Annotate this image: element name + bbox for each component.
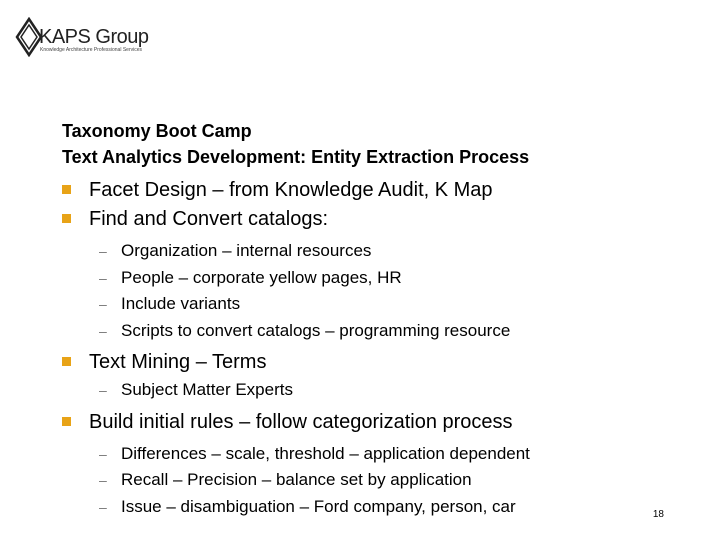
bullet-item	[62, 205, 702, 234]
bullet-item	[62, 348, 702, 377]
slide-title-line2: Text Analytics Development: Entity Extraction Process	[62, 147, 530, 167]
bullet-text: Find and Convert catalogs:	[89, 208, 329, 230]
sub-bullet-text: Scripts to convert catalogs – programming resource	[121, 320, 511, 340]
dash-bullet-icon: –	[99, 322, 107, 339]
sub-bullet-text: Differences – scale, threshold – application dependent	[121, 443, 530, 463]
bullet-text: Facet Design – from Knowledge Audit, K Map	[89, 179, 493, 201]
sub-bullet-item	[62, 494, 702, 521]
sub-bullet-item	[62, 265, 702, 292]
sub-bullet-item	[62, 467, 702, 494]
sub-bullet-item	[62, 441, 702, 468]
dash-bullet-icon: –	[99, 498, 107, 515]
dash-bullet-icon: –	[99, 382, 107, 398]
bullet-text: Text Mining – Terms	[89, 351, 267, 373]
square-bullet-icon	[62, 417, 71, 426]
bullet-item	[62, 408, 702, 437]
sub-bullet-text: People – corporate yellow pages, HR	[121, 267, 402, 287]
bullet-text: Build initial rules – follow categorization process	[89, 410, 513, 433]
square-bullet-icon	[62, 185, 71, 194]
slide-title-line1: Taxonomy Boot Camp	[62, 121, 252, 141]
slide-title	[62, 118, 529, 170]
dash-bullet-icon: –	[99, 269, 107, 286]
logo-name: KAPS Group	[39, 26, 149, 48]
dash-bullet-icon: –	[99, 472, 107, 488]
page-number: 18	[652, 509, 664, 520]
sub-bullet-item	[62, 318, 702, 345]
logo-tagline: Knowledge Architecture Professional Services	[40, 47, 142, 53]
dash-bullet-icon: –	[99, 243, 107, 259]
sub-bullet-text: Subject Matter Experts	[121, 380, 293, 399]
sub-bullet-item	[62, 377, 702, 404]
bullet-item	[62, 176, 702, 205]
square-bullet-icon	[62, 214, 71, 223]
dash-bullet-icon: –	[99, 445, 107, 462]
sub-bullet-text: Issue – disambiguation – Ford company, person, car	[121, 496, 516, 516]
sub-bullet-text: Organization – internal resources	[121, 241, 372, 260]
company-logo	[14, 17, 164, 57]
square-bullet-icon	[62, 357, 71, 366]
bullet-list	[62, 176, 702, 520]
dash-bullet-icon: –	[99, 296, 107, 312]
sub-bullet-item	[62, 238, 702, 265]
sub-bullet-item	[62, 291, 702, 318]
sub-bullet-text: Recall – Precision – balance set by application	[121, 470, 472, 489]
sub-bullet-text: Include variants	[121, 294, 241, 313]
